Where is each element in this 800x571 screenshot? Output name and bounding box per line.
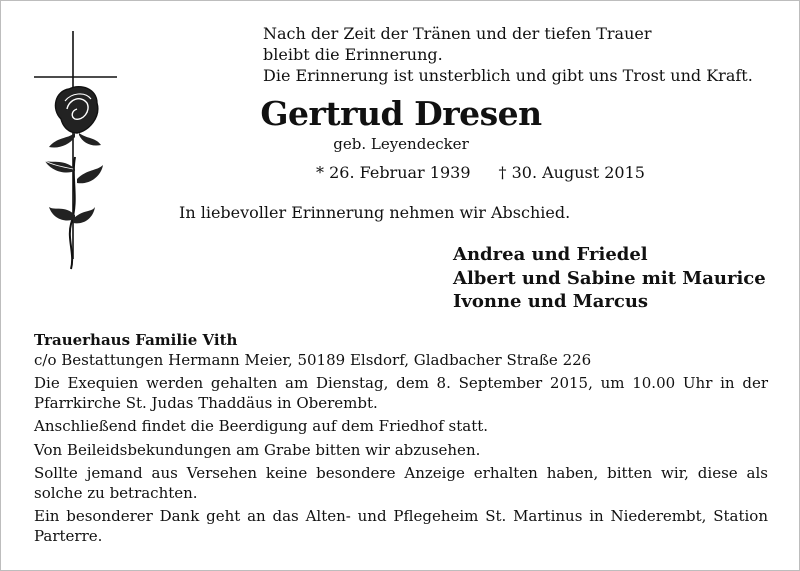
death-date: † 30. August 2015 — [498, 163, 645, 182]
address: c/o Bestattungen Hermann Meier, 50189 Elsdorf, Gladbacher Straße 226 — [34, 350, 592, 369]
mourner: Andrea und Friedel — [453, 244, 648, 265]
mourners-list — [453, 243, 766, 314]
life-dates — [316, 163, 676, 182]
notice-info: Sollte jemand aus Versehen keine besondere Anzeige erhalten haben, bitten wir, diese als solche zu betrachten. — [34, 464, 768, 502]
memorial-poem — [263, 23, 783, 86]
poem-line: bleibt die Erinnerung. — [263, 45, 443, 64]
burial-info: Anschließend findet die Beerdigung auf dem Friedhof statt. — [34, 417, 489, 435]
mourner: Ivonne und Marcus — [453, 291, 649, 312]
farewell-line: In liebevoller Erinnerung nehmen wir Abschied. — [179, 203, 571, 222]
mourning-house: Trauerhaus Familie Vith — [34, 331, 238, 349]
thanks-info: Ein besonderer Dank geht an das Alten- und Pflegeheim St. Martinus in Niederembt, Station Parterre. — [34, 507, 768, 545]
funeral-details — [34, 331, 768, 546]
mourner: Albert und Sabine mit Maurice — [453, 267, 766, 289]
maiden-name: geb. Leyendecker — [333, 135, 469, 153]
birth-date: * 26. Februar 1939 — [316, 163, 471, 182]
deceased-name: Gertrud Dresen — [260, 94, 542, 133]
poem-line: Die Erinnerung ist unsterblich und gibt uns Trost und Kraft. — [263, 66, 753, 85]
exequies-info: Die Exequien werden gehalten am Dienstag, dem 8. September 2015, um 10.00 Uhr in der Pfarrkirche St. Judas Thaddäus in Oberembt. — [34, 374, 768, 412]
poem-line: Nach der Zeit der Tränen und der tiefen Trauer — [263, 24, 652, 43]
condolences-info: Von Beileidsbekundungen am Grabe bitten wir abzusehen. — [34, 440, 481, 459]
